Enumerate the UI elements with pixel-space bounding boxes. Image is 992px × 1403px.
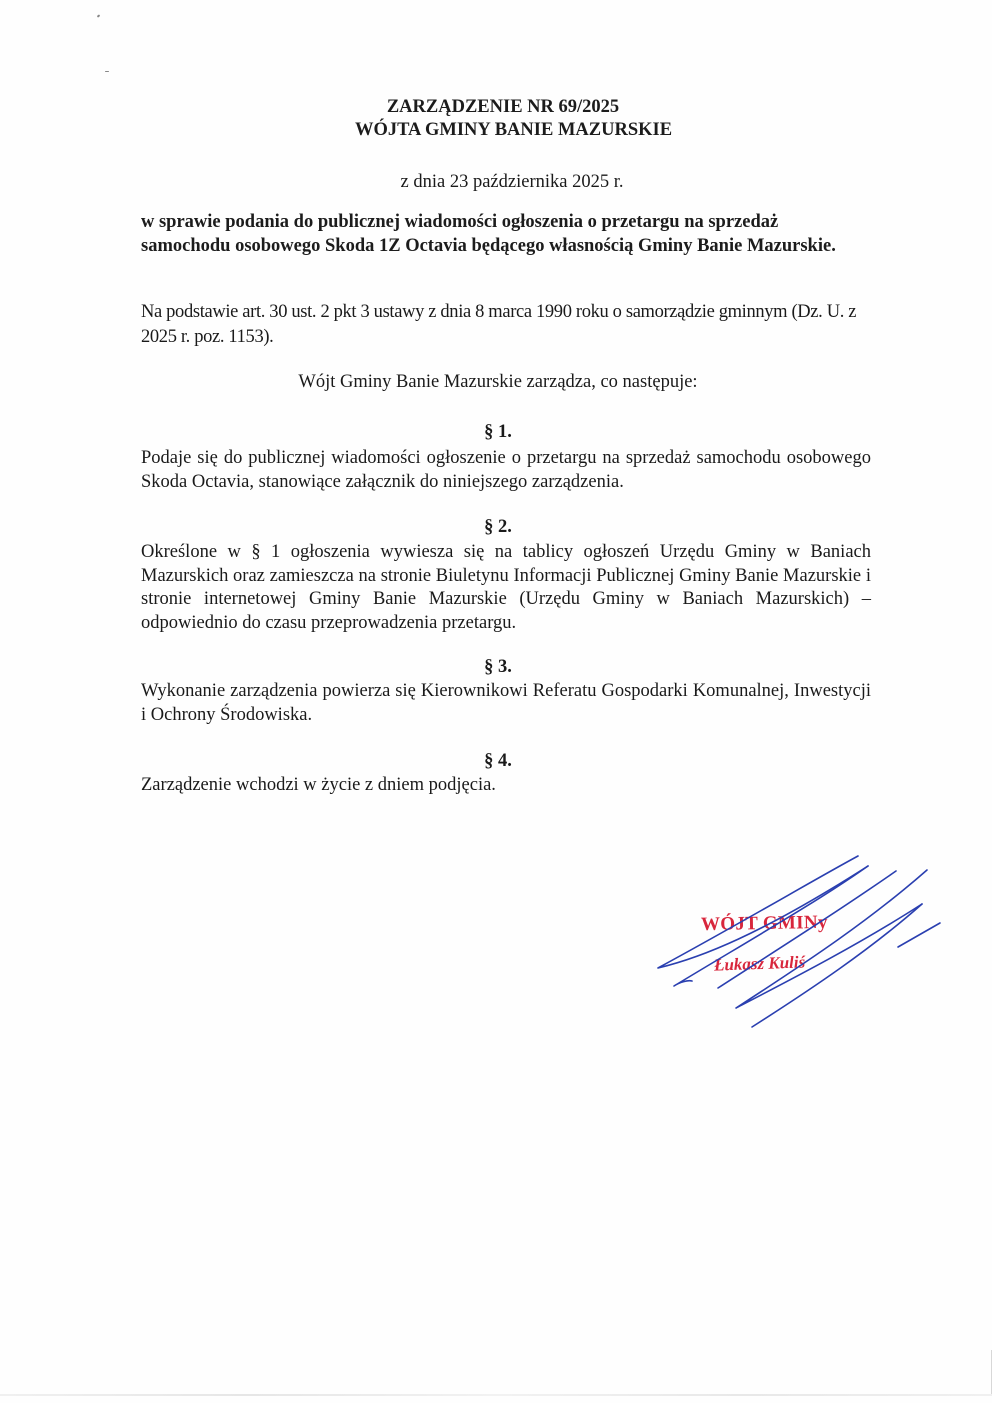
section-body-1: Podaje się do publicznej wiadomości ogłoszenie o przetargu na sprzedaż samochodu osobowego Skoda Octavia, stanowiące załącznik do niniejszego zarządzenia.	[141, 448, 871, 492]
section-heading-2: § 2.	[484, 517, 512, 537]
section-heading-3: § 3.	[484, 657, 512, 677]
official-stamp-name: Łukasz Kuliś	[713, 952, 806, 975]
section-body-3: Wykonanie zarządzenia powierza się Kierownikowi Referatu Gospodarki Komunalnej, Inwestycji i Ochrony Środowiska.	[141, 681, 871, 725]
section-body-2: Określone w § 1 ogłoszenia wywiesza się na tablicy ogłoszeń Urzędu Gminy w Baniach Mazurskich oraz zamieszcza na stronie Biuletynu Informacji Publicznej Gminy Banie Mazurskie i stronie internetowej Gminy Banie Mazurskie (Urzędu Gminy w Baniach Mazurskich) – odpowiednio do czasu przeprowadzenia przetargu.	[141, 542, 871, 633]
scan-artifact	[97, 14, 101, 17]
scan-artifact	[105, 71, 109, 72]
section-heading-1: § 1.	[484, 422, 512, 442]
signature-block	[640, 840, 960, 1040]
legal-basis: Na podstawie art. 30 ust. 2 pkt 3 ustawy z dnia 8 marca 1990 roku o samorządzie gminnym (Dz. U. z 2025 r. poz. 1153).	[141, 302, 857, 347]
signature-stroke	[898, 923, 940, 947]
title-line-issuer: WÓJTA GMINY BANIE MAZURSKIE	[354, 120, 673, 140]
section-body-4: Zarządzenie wchodzi w życie z dniem podjęcia.	[141, 775, 496, 795]
document-date: z dnia 23 października 2025 r.	[400, 172, 624, 192]
handwritten-signature	[640, 840, 960, 1040]
scan-edge	[0, 1394, 992, 1396]
document-title	[0, 96, 992, 142]
title-line-ordinance-number: ZARZĄDZENIE NR 69/2025	[386, 97, 620, 117]
section-heading-4: § 4.	[484, 751, 512, 771]
signature-strokes	[658, 856, 940, 1027]
official-stamp-title: WÓJT GMINy	[700, 911, 828, 936]
signature-stroke	[752, 904, 922, 1027]
decree-intro: Wójt Gminy Banie Mazurskie zarządza, co następuje:	[298, 372, 698, 392]
document-subject: w sprawie podania do publicznej wiadomości ogłoszenia o przetargu na sprzedaż samochodu osobowego Skoda 1Z Octavia będącego własnością Gminy Banie Mazurskie.	[141, 212, 836, 256]
